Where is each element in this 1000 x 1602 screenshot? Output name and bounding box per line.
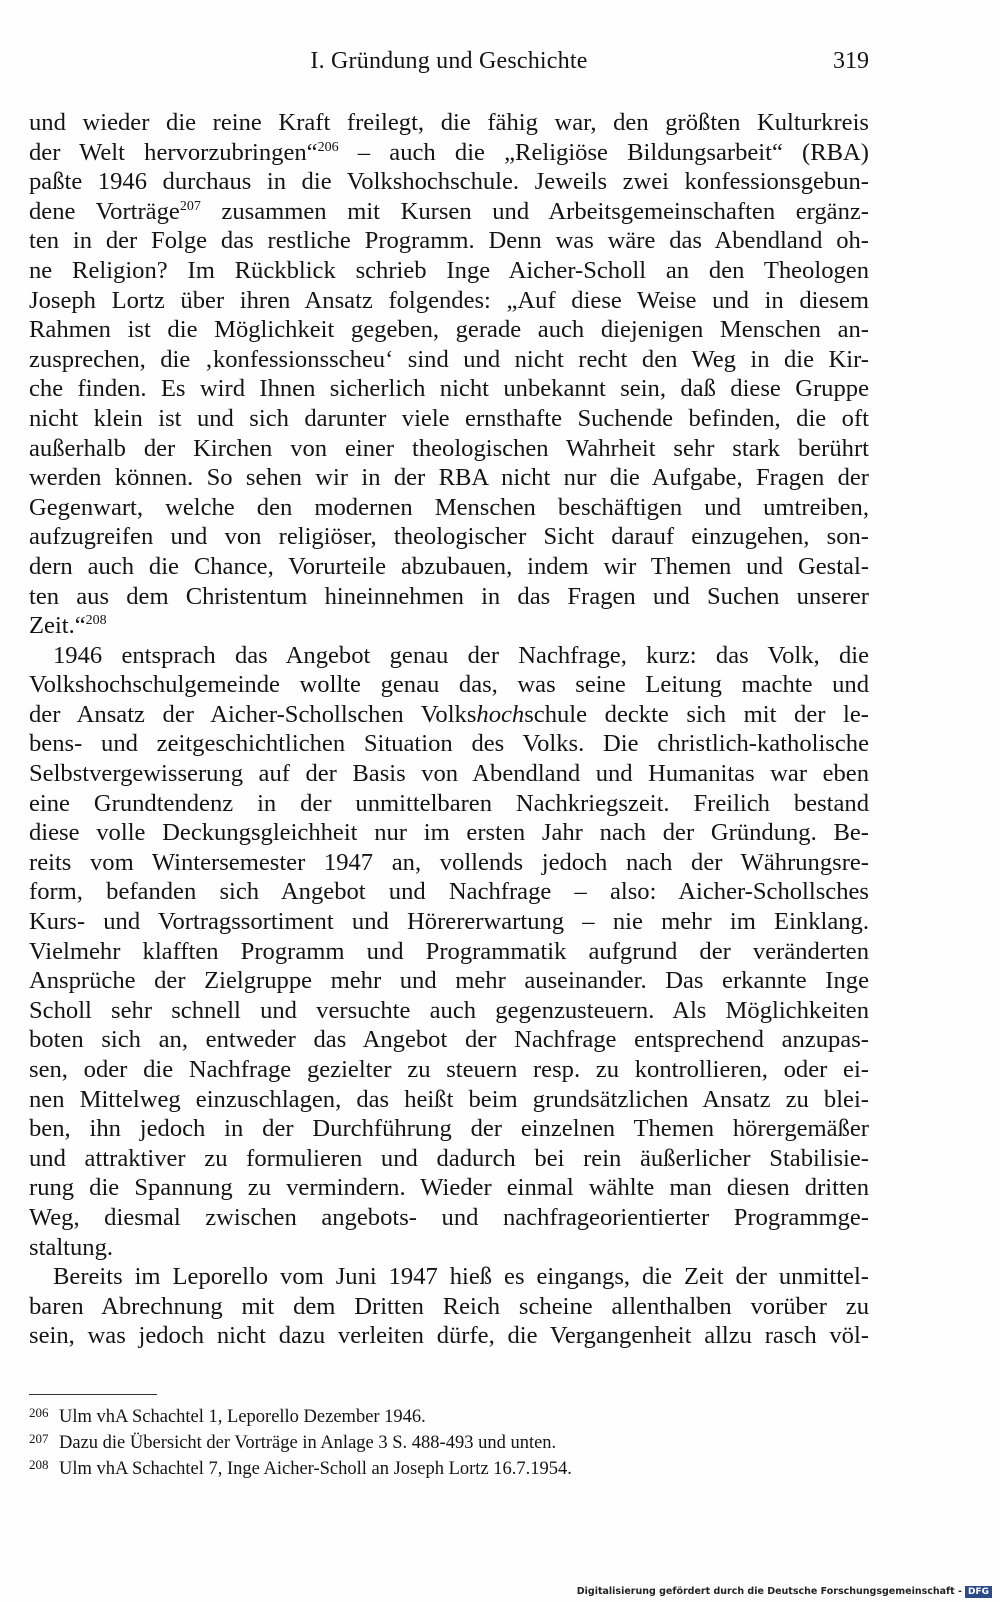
text-line: werden können. So sehen wir in der RBA nicht nur die Aufgabe, Fragen der — [29, 464, 869, 492]
text-fragment: schule deckte sich mit der le- — [524, 700, 869, 728]
text-line: dern auch die Chance, Vorurteile abzubauen, indem wir Themen und Gestal- — [29, 552, 869, 580]
text-line: Vielmehr klafften Programm und Programmatik aufgrund der veränderten — [29, 937, 869, 965]
text-line: Selbstvergewisserung auf der Basis von Abendland und Humanitas war eben — [29, 760, 869, 788]
text-line: bens- und zeitgeschichtlichen Situation des Volks. Die christlich-katholische — [29, 730, 869, 758]
text-line: che finden. Es wird Ihnen sicherlich nicht unbekannt sein, daß diese Gruppe — [29, 375, 869, 403]
footnote-ref: 207 — [179, 198, 201, 214]
text-line: diese volle Deckungsgleichheit nur im ersten Jahr nach der Gründung. Be- — [29, 819, 869, 847]
text-line: Weg, diesmal zwischen angebots- und nachfrageorientierter Programmge- — [29, 1203, 869, 1231]
page-number: 319 — [833, 48, 869, 74]
text-line: und wieder die reine Kraft freilegt, die fähig war, den größten Kulturkreis — [29, 109, 869, 136]
footnote-text: Ulm vhA Schachtel 7, Inge Aicher-Scholl an Joseph Lortz 16.7.1954. — [59, 1459, 572, 1479]
text-line — [29, 197, 869, 227]
running-title: I. Gründung und Geschichte — [310, 48, 588, 74]
text-line: Rahmen ist die Möglichkeit gegeben, gerade auch diejenigen Menschen an- — [29, 316, 869, 344]
footnote-ref: 206 — [317, 139, 339, 155]
digitization-credit — [577, 1584, 992, 1600]
text-fragment: der Ansatz der Aicher-Schollschen Volks — [29, 700, 477, 728]
footnote — [29, 1456, 869, 1482]
footnote-separator — [29, 1394, 157, 1395]
credit-text: Digitalisierung gefördert durch die Deutsche Forschungsgemeinschaft - — [576, 1586, 962, 1597]
text-line: zusprechen, die ‚konfessionsscheu‘ sind und nicht recht den Weg in die Kir- — [29, 345, 869, 373]
footnote-text: Ulm vhA Schachtel 1, Leporello Dezember 1946. — [59, 1407, 426, 1427]
text-line — [29, 700, 869, 730]
text-line: eine Grundtendenz in der unmittelbaren Nachkriegszeit. Freilich bestand — [29, 789, 869, 817]
text-line: nen Mittelweg einzuschlagen, das heißt beim grundsätzlichen Ansatz zu blei- — [29, 1085, 869, 1113]
text-line — [29, 138, 869, 168]
footnotes — [29, 1404, 869, 1482]
text-line: boten sich an, entweder das Angebot der Nachfrage entsprechend anzupas- — [29, 1026, 869, 1054]
text-line: reits vom Wintersemester 1947 an, vollends jedoch nach der Währungsre- — [29, 848, 869, 876]
footnote — [29, 1404, 869, 1430]
footnote-text: Dazu die Übersicht der Vorträge in Anlage 3 S. 488-493 und unten. — [59, 1433, 557, 1453]
text-line: paßte 1946 durchaus in die Volkshochschule. Jeweils zwei konfessionsgebun- — [29, 168, 869, 196]
text-line: sein, was jedoch nicht dazu verleiten dürfe, die Vergangenheit allzu rasch völ- — [29, 1322, 869, 1350]
footnote-number: 207 — [29, 1431, 49, 1446]
footnote-ref: 208 — [85, 613, 107, 629]
text-line — [29, 611, 869, 641]
text-fragment: der Welt hervorzubringen“ — [29, 138, 318, 166]
text-line: ne Religion? Im Rückblick schrieb Inge Aicher-Scholl an den Theologen — [29, 256, 869, 284]
text-line: Kurs- und Vortragssortiment und Hörererwartung – nie mehr im Einklang. — [29, 908, 869, 936]
text-line: nicht klein ist und sich darunter viele ernsthafte Suchende befinden, die oft — [29, 404, 869, 432]
text-fragment: Zeit.“ — [29, 612, 86, 640]
footnote-number: 208 — [29, 1457, 49, 1472]
text-line: ten in der Folge das restliche Programm. Denn was wäre das Abendland oh- — [29, 227, 869, 255]
text-line: Scholl sehr schnell und versuchte auch gegenzusteuern. Als Möglichkeiten — [29, 996, 869, 1024]
italic-emphasis: hoch — [476, 700, 525, 728]
text-line: sen, oder die Nachfrage gezielter zu steuern resp. zu kontrollieren, oder ei- — [29, 1056, 869, 1083]
text-fragment: zusammen mit Kursen und Arbeitsgemeinschaften ergänz- — [200, 197, 869, 225]
text-line: baren Abrechnung mit dem Dritten Reich scheine allenthalben vorüber zu — [29, 1292, 869, 1320]
text-line: rung die Spannung zu vermindern. Wieder einmal wählte man diesen dritten — [29, 1174, 869, 1202]
text-line: staltung. — [29, 1233, 114, 1261]
text-fragment: dene Vorträge — [29, 197, 180, 225]
text-line: außerhalb der Kirchen von einer theologischen Wahrheit sehr stark berührt — [29, 434, 869, 462]
text-line: Gegenwart, welche den modernen Menschen beschäftigen und umtreiben, — [29, 493, 869, 521]
body-text — [29, 108, 869, 1351]
footnote-number: 206 — [29, 1405, 49, 1420]
text-line: Volkshochschulgemeinde wollte genau das, was seine Leitung machte und — [29, 671, 869, 699]
text-line: Ansprüche der Zielgruppe mehr und mehr auseinander. Das erkannte Inge — [29, 967, 869, 995]
running-header — [29, 44, 869, 78]
footnote — [29, 1430, 869, 1456]
text-fragment: – auch die „Religiöse Bildungsarbeit“ (RBA) — [338, 138, 869, 166]
text-line: Bereits im Leporello vom Juni 1947 hieß es eingangs, die Zeit der unmittel- — [53, 1263, 869, 1291]
text-line: ben, ihn jedoch in der Durchführung der einzelnen Themen hörergemäßer — [29, 1115, 869, 1143]
text-line: aufzugreifen und von religiöser, theologischer Sicht darauf einzugehen, son- — [29, 523, 869, 551]
text-line: 1946 entsprach das Angebot genau der Nachfrage, kurz: das Volk, die — [53, 641, 869, 669]
dfg-logo: DFG — [965, 1586, 992, 1598]
text-line: und attraktiver zu formulieren und dadurch bei rein äußerlicher Stabilisie- — [29, 1144, 869, 1172]
text-line: form, befanden sich Angebot und Nachfrage – also: Aicher-Schollsches — [29, 878, 869, 906]
text-line: Joseph Lortz über ihren Ansatz folgendes: „Auf diese Weise und in diesem — [29, 286, 869, 314]
text-line: ten aus dem Christentum hineinnehmen in das Fragen und Suchen unserer — [29, 582, 869, 610]
